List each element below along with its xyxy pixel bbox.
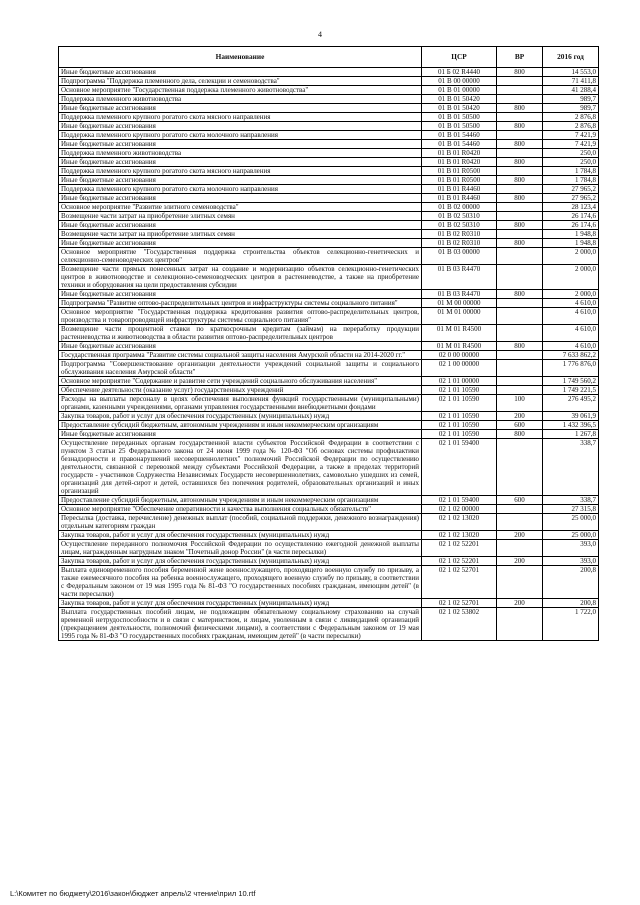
row-csr-cell: 01 В 01 50420 (422, 104, 497, 113)
row-csr-cell: 01 В 02 R0310 (422, 239, 497, 248)
page-number: 4 (318, 30, 322, 39)
row-csr-cell: 01 В 01 R4460 (422, 194, 497, 203)
row-vr-cell: 800 (497, 290, 543, 299)
table-row (59, 308, 599, 325)
row-sum-cell: 7 633 862,2 (543, 351, 599, 360)
row-csr-cell: 01 В 01 54460 (422, 131, 497, 140)
row-name-cell: Закупка товаров, работ и услуг для обеспечения государственных (муниципальных) нужд (59, 412, 422, 421)
row-csr-cell: 01 М 01 R4500 (422, 342, 497, 351)
row-name-cell: Основное мероприятие "Государственная поддержка племенного животноводства" (59, 86, 422, 95)
table-row (59, 265, 599, 290)
row-name-cell: Иные бюджетные ассигнования (59, 430, 422, 439)
row-vr-cell: 800 (497, 68, 543, 77)
row-vr-cell: 600 (497, 496, 543, 505)
row-sum-cell: 2 876,8 (543, 122, 599, 131)
row-vr-cell: 800 (497, 239, 543, 248)
row-vr-cell (497, 185, 543, 194)
table-row (59, 351, 599, 360)
row-sum-cell: 989,7 (543, 95, 599, 104)
row-name-cell: Основное мероприятие "Государственная поддержка строительства объектов селекционно-генетических и селекционно-семеноводческих центров" (59, 248, 422, 265)
row-vr-cell (497, 203, 543, 212)
row-vr-cell (497, 167, 543, 176)
row-vr-cell (497, 265, 543, 290)
row-sum-cell: 2 000,0 (543, 265, 599, 290)
row-sum-cell: 27 315,8 (543, 505, 599, 514)
row-vr-cell (497, 351, 543, 360)
row-sum-cell: 27 965,2 (543, 194, 599, 203)
row-name-cell: Поддержка племенного крупного рогатого скота мясного направления (59, 113, 422, 122)
row-vr-cell (497, 230, 543, 239)
row-sum-cell: 4 610,0 (543, 325, 599, 342)
row-name-cell: Иные бюджетные ассигнования (59, 122, 422, 131)
row-csr-cell: 01 В 01 R4460 (422, 185, 497, 194)
row-name-cell: Основное мероприятие "Государственная поддержка кредитования развития оптово-распределительных центров, производства и товаропроводящей инфраструктуры системы социального питания" (59, 308, 422, 325)
row-vr-cell (497, 514, 543, 531)
table-row (59, 185, 599, 194)
row-vr-cell (497, 505, 543, 514)
table-row (59, 158, 599, 167)
row-name-cell: Поддержка племенного животноводства (59, 149, 422, 158)
row-vr-cell (497, 212, 543, 221)
row-name-cell: Основное мероприятие "Обеспечение оперативности и качества выполнения социальных обязательств" (59, 505, 422, 514)
table-row (59, 496, 599, 505)
row-csr-cell: 01 В 02 00000 (422, 203, 497, 212)
row-csr-cell: 01 В 01 R0500 (422, 176, 497, 185)
row-sum-cell: 200,8 (543, 566, 599, 599)
table-row (59, 176, 599, 185)
row-sum-cell: 1 722,0 (543, 608, 599, 641)
row-vr-cell: 800 (497, 176, 543, 185)
row-vr-cell (497, 308, 543, 325)
table-row (59, 566, 599, 599)
row-vr-cell (497, 439, 543, 496)
row-name-cell: Иные бюджетные ассигнования (59, 158, 422, 167)
row-vr-cell: 200 (497, 599, 543, 608)
table-row (59, 514, 599, 531)
row-name-cell: Подпрограмма "Поддержка племенного дела, селекции и семеноводства" (59, 77, 422, 86)
table-row (59, 599, 599, 608)
row-vr-cell: 800 (497, 104, 543, 113)
row-csr-cell: 01 В 03 R4470 (422, 290, 497, 299)
row-vr-cell (497, 86, 543, 95)
column-header-vr: ВР (497, 47, 543, 68)
row-sum-cell: 14 553,0 (543, 68, 599, 77)
row-vr-cell: 100 (497, 395, 543, 412)
row-vr-cell: 800 (497, 430, 543, 439)
row-sum-cell: 25 000,0 (543, 531, 599, 540)
row-name-cell: Расходы на выплаты персоналу в целях обеспечения выполнения функций государственными (муниципальными) органами, казенными учреждениями, органами управления государственными внебюджетными фондами (59, 395, 422, 412)
row-sum-cell: 1 784,8 (543, 167, 599, 176)
row-sum-cell: 338,7 (543, 496, 599, 505)
row-name-cell: Иные бюджетные ассигнования (59, 140, 422, 149)
row-sum-cell: 1 784,8 (543, 176, 599, 185)
row-name-cell: Основное мероприятие "Развитие элитного семеноводства" (59, 203, 422, 212)
row-sum-cell: 250,0 (543, 158, 599, 167)
row-name-cell: Иные бюджетные ассигнования (59, 176, 422, 185)
table-row (59, 360, 599, 377)
table-row (59, 325, 599, 342)
table-row (59, 203, 599, 212)
table-row (59, 540, 599, 557)
row-vr-cell (497, 360, 543, 377)
row-sum-cell: 7 421,9 (543, 131, 599, 140)
row-sum-cell: 1 432 396,5 (543, 421, 599, 430)
row-sum-cell: 25 000,0 (543, 514, 599, 531)
row-csr-cell: 01 В 01 R0420 (422, 158, 497, 167)
row-sum-cell: 2 000,0 (543, 290, 599, 299)
row-vr-cell (497, 77, 543, 86)
table-row (59, 557, 599, 566)
row-csr-cell: 01 В 01 50500 (422, 113, 497, 122)
row-csr-cell: 01 В 00 00000 (422, 77, 497, 86)
row-csr-cell: 02 1 02 13020 (422, 531, 497, 540)
row-sum-cell: 27 965,2 (543, 185, 599, 194)
table-row (59, 86, 599, 95)
row-vr-cell: 800 (497, 342, 543, 351)
row-csr-cell: 02 1 01 10590 (422, 421, 497, 430)
table-row (59, 239, 599, 248)
row-sum-cell: 1 749 221,5 (543, 386, 599, 395)
row-sum-cell: 41 288,4 (543, 86, 599, 95)
row-vr-cell: 200 (497, 412, 543, 421)
row-name-cell: Иные бюджетные ассигнования (59, 221, 422, 230)
row-name-cell: Иные бюджетные ассигнования (59, 290, 422, 299)
table-row (59, 386, 599, 395)
row-name-cell: Осуществление переданного полномочия Российской Федерации по осуществлению ежегодной денежной выплаты лицам, награжденным нагрудным знаком "Почетный донор России" (в части пересылки) (59, 540, 422, 557)
row-csr-cell: 01 В 01 50420 (422, 95, 497, 104)
row-name-cell: Выплата государственных пособий лицам, не подлежащим обязательному социальному страхованию на случай временной нетрудоспособности и в связи с материнством, и лицам, уволенным в связи с ликвидацией организаций (прекращением деятельности, полномочий физическими лицами), в соответствии с Федеральным законом от 19 мая 1995 года № 81-ФЗ "О государственных пособиях гражданам, имеющим детей" (в части пересылки) (59, 608, 422, 641)
row-csr-cell: 01 В 01 00000 (422, 86, 497, 95)
table-row (59, 395, 599, 412)
row-csr-cell: 02 1 00 00000 (422, 360, 497, 377)
row-csr-cell: 02 0 00 00000 (422, 351, 497, 360)
row-name-cell: Иные бюджетные ассигнования (59, 342, 422, 351)
row-csr-cell: 01 В 02 50310 (422, 221, 497, 230)
row-name-cell: Возмещение части процентной ставки по краткосрочным кредитам (займам) на переработку продукции растениеводства и животноводства в области развития оптово-распределительных центров (59, 325, 422, 342)
row-name-cell: Иные бюджетные ассигнования (59, 194, 422, 203)
row-name-cell: Осуществление переданных органам государственной власти субъектов Российской Федерации в соответствии с пунктом 3 статьи 25 Федерального закона от 24 июня 1999 года № 120-ФЗ "Об основах системы профилактики безнадзорности и правонарушений несовершеннолетних" полномочий Российской Федерации по осуществлению деятельности, связанной с перевозкой между субъектами Российской Федерации, а также в пределах территорий государств - участников Содружества Независимых Государств несовершеннолетних, самовольно ушедших из семей, организаций для детей-сирот и детей, оставшихся без попечения родителей, образовательных организаций и иных организаций (59, 439, 422, 496)
table-row (59, 194, 599, 203)
row-name-cell: Поддержка племенного крупного рогатого скота молочного направления (59, 185, 422, 194)
row-name-cell: Поддержка племенного животноводства (59, 95, 422, 104)
row-csr-cell: 01 В 03 R4470 (422, 265, 497, 290)
row-vr-cell (497, 566, 543, 599)
table-row (59, 439, 599, 496)
table-row (59, 412, 599, 421)
row-vr-cell (497, 325, 543, 342)
row-sum-cell: 276 495,2 (543, 395, 599, 412)
row-name-cell: Выплата единовременного пособия беременной жене военнослужащего, проходящего военную службу по призыву, а также ежемесячного пособия на ребенка военнослужащего, проходящего военную службу по призыву, в соответствии с Федеральным законом от 19 мая 1995 года № 81-ФЗ "О государственных пособиях гражданам, имеющим детей" (в части пересылки) (59, 566, 422, 599)
row-sum-cell: 338,7 (543, 439, 599, 496)
row-name-cell: Возмещение части затрат на приобретение элитных семян (59, 230, 422, 239)
row-name-cell: Основное мероприятие "Содержание и развитие сети учреждений социального обслуживания населения" (59, 377, 422, 386)
row-csr-cell: 02 1 02 13020 (422, 514, 497, 531)
row-csr-cell: 01 В 01 R0420 (422, 149, 497, 158)
row-sum-cell: 71 411,8 (543, 77, 599, 86)
row-vr-cell (497, 540, 543, 557)
row-vr-cell (497, 608, 543, 641)
table-row (59, 290, 599, 299)
row-csr-cell: 02 1 01 59400 (422, 496, 497, 505)
row-name-cell: Возмещение части затрат на приобретение элитных семян (59, 212, 422, 221)
row-sum-cell: 1 749 560,2 (543, 377, 599, 386)
row-sum-cell: 2 876,8 (543, 113, 599, 122)
row-name-cell: Закупка товаров, работ и услуг для обеспечения государственных (муниципальных) нужд (59, 557, 422, 566)
budget-table (58, 46, 599, 641)
row-csr-cell: 01 В 03 00000 (422, 248, 497, 265)
row-sum-cell: 1 776 876,0 (543, 360, 599, 377)
table-row (59, 149, 599, 158)
row-sum-cell: 250,0 (543, 149, 599, 158)
row-vr-cell: 800 (497, 140, 543, 149)
row-name-cell: Закупка товаров, работ и услуг для обеспечения государственных (муниципальных) нужд (59, 599, 422, 608)
row-name-cell: Подпрограмма "Развитие оптово-распределительных центров и инфраструктуры системы социального питания" (59, 299, 422, 308)
row-csr-cell: 02 1 01 00000 (422, 377, 497, 386)
row-csr-cell: 01 М 01 00000 (422, 308, 497, 325)
row-name-cell: Предоставление субсидий бюджетным, автономным учреждениям и иным некоммерческим организациям (59, 496, 422, 505)
table-row (59, 608, 599, 641)
row-vr-cell (497, 299, 543, 308)
row-vr-cell: 800 (497, 158, 543, 167)
row-sum-cell: 393,0 (543, 557, 599, 566)
row-sum-cell: 989,7 (543, 104, 599, 113)
row-vr-cell (497, 113, 543, 122)
row-vr-cell (497, 248, 543, 265)
row-csr-cell: 02 1 02 00000 (422, 505, 497, 514)
row-csr-cell: 02 1 01 10590 (422, 430, 497, 439)
row-sum-cell: 28 123,4 (543, 203, 599, 212)
row-vr-cell (497, 149, 543, 158)
row-csr-cell: 02 1 02 52201 (422, 557, 497, 566)
row-csr-cell: 02 1 01 10590 (422, 395, 497, 412)
row-sum-cell: 1 948,8 (543, 230, 599, 239)
row-sum-cell: 2 000,0 (543, 248, 599, 265)
row-name-cell: Поддержка племенного крупного рогатого скота молочного направления (59, 131, 422, 140)
row-csr-cell: 01 В 01 R0500 (422, 167, 497, 176)
row-name-cell: Предоставление субсидий бюджетным, автономным учреждениям и иным некоммерческим организациям (59, 421, 422, 430)
row-csr-cell: 01 Б 02 R4440 (422, 68, 497, 77)
row-csr-cell: 02 1 02 52201 (422, 540, 497, 557)
table-row (59, 531, 599, 540)
row-sum-cell: 4 610,0 (543, 342, 599, 351)
table-row (59, 104, 599, 113)
table-row (59, 230, 599, 239)
row-vr-cell: 200 (497, 557, 543, 566)
table-header-row (59, 47, 599, 68)
row-name-cell: Возмещение части прямых понесенных затрат на создание и модернизацию объектов селекционно-генетических центров в животноводстве и селекционно-семеноводческих центров в растениеводстве, а также на приобретение техники и оборудования на цели предоставления субсидии (59, 265, 422, 290)
row-vr-cell (497, 386, 543, 395)
table-row (59, 167, 599, 176)
row-name-cell: Поддержка племенного крупного рогатого скота мясного направления (59, 167, 422, 176)
row-csr-cell: 01 М 01 R4500 (422, 325, 497, 342)
row-sum-cell: 200,8 (543, 599, 599, 608)
table-row (59, 140, 599, 149)
row-name-cell: Пересылка (доставка, перечисление) денежных выплат (пособий, социальной поддержки, денежного вознаграждения) отдельным категориям граждан (59, 514, 422, 531)
row-name-cell: Подпрограмма "Совершенствование организации деятельности учреждений социальной защиты и социального обслуживания населения Амурской области" (59, 360, 422, 377)
table-row (59, 248, 599, 265)
row-csr-cell: 02 1 02 53802 (422, 608, 497, 641)
row-name-cell: Обеспечение деятельности (оказание услуг) государственных учреждений (59, 386, 422, 395)
row-vr-cell: 800 (497, 194, 543, 203)
row-csr-cell: 01 М 00 00000 (422, 299, 497, 308)
column-header-name: Наименование (59, 47, 422, 68)
row-name-cell: Иные бюджетные ассигнования (59, 239, 422, 248)
row-name-cell: Государственная программа "Развитие системы социальной защиты населения Амурской области на 2014-2020 гг." (59, 351, 422, 360)
table-row (59, 505, 599, 514)
row-sum-cell: 393,0 (543, 540, 599, 557)
row-sum-cell: 4 610,0 (543, 299, 599, 308)
row-sum-cell: 26 174,6 (543, 212, 599, 221)
table-row (59, 377, 599, 386)
table-row (59, 342, 599, 351)
row-csr-cell: 02 1 02 52701 (422, 599, 497, 608)
row-sum-cell: 39 061,9 (543, 412, 599, 421)
table-row (59, 68, 599, 77)
table-row (59, 113, 599, 122)
row-vr-cell: 800 (497, 122, 543, 131)
table-row (59, 221, 599, 230)
row-csr-cell: 02 1 02 52701 (422, 566, 497, 599)
row-name-cell: Иные бюджетные ассигнования (59, 104, 422, 113)
row-vr-cell (497, 131, 543, 140)
column-header-csr: ЦСР (422, 47, 497, 68)
table-row (59, 77, 599, 86)
table-row (59, 131, 599, 140)
row-csr-cell: 02 1 01 10590 (422, 386, 497, 395)
row-sum-cell: 4 610,0 (543, 308, 599, 325)
row-vr-cell: 200 (497, 531, 543, 540)
column-header-year: 2016 год (543, 47, 599, 68)
row-vr-cell: 600 (497, 421, 543, 430)
row-sum-cell: 1 267,8 (543, 430, 599, 439)
table-row (59, 95, 599, 104)
table-row (59, 421, 599, 430)
row-csr-cell: 01 В 02 R0310 (422, 230, 497, 239)
row-csr-cell: 01 В 01 50500 (422, 122, 497, 131)
table-row (59, 122, 599, 131)
row-csr-cell: 02 1 01 10590 (422, 412, 497, 421)
row-vr-cell (497, 95, 543, 104)
table-row (59, 212, 599, 221)
row-sum-cell: 26 174,6 (543, 221, 599, 230)
row-name-cell: Иные бюджетные ассигнования (59, 68, 422, 77)
table-row (59, 430, 599, 439)
row-sum-cell: 7 421,9 (543, 140, 599, 149)
row-vr-cell (497, 377, 543, 386)
row-csr-cell: 02 1 01 59400 (422, 439, 497, 496)
row-sum-cell: 1 948,8 (543, 239, 599, 248)
footer-file-path: L:\Комитет по бюджету\2016\закон\бюджет апрель\2 чтение\прил 10.rtf (10, 889, 256, 898)
table-row (59, 299, 599, 308)
row-csr-cell: 01 В 01 54460 (422, 140, 497, 149)
row-name-cell: Закупка товаров, работ и услуг для обеспечения государственных (муниципальных) нужд (59, 531, 422, 540)
row-csr-cell: 01 В 02 50310 (422, 212, 497, 221)
row-vr-cell: 800 (497, 221, 543, 230)
